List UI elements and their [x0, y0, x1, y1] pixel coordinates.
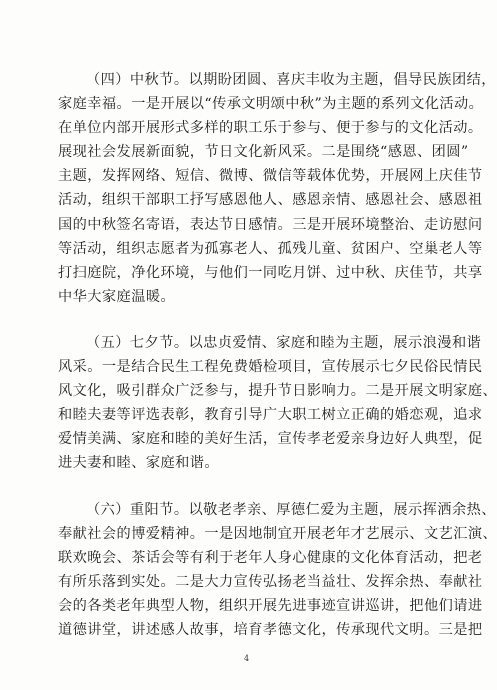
- text-line: 有所乐落到实处。二是大力宣传弘扬老当益壮、发挥余热、奉献社: [58, 574, 483, 591]
- text-line: 风采。一是结合民生工程免费婚检项目，宣传展示七夕民俗民情民: [58, 359, 483, 376]
- paragraph-mid-autumn: [58, 68, 496, 309]
- text-line: 中华大家庭温暖。: [58, 288, 176, 305]
- text-line: 等活动，组织志愿者为孤寡老人、孤残儿童、贫困户、空巢老人等: [58, 240, 483, 257]
- text-line: 进夫妻和睦、家庭和谐。: [58, 455, 220, 472]
- text-line: 主题，发挥网络、短信、微博、微信等载体优势，开展网上庆佳节: [58, 168, 483, 185]
- paragraph-qixi: [58, 331, 497, 476]
- text-line: 打扫庭院，净化环境，与他们一同吃月饼、过中秋、庆佳节，共享: [58, 264, 483, 281]
- text-line: （六）重阳节。以敬老孝亲、厚德仁爱为主题，展示挥洒余热、: [86, 502, 496, 518]
- page-number: 4: [243, 654, 250, 663]
- paragraph-double-ninth: [58, 498, 497, 643]
- text-line: 活动，组织干部职工抒写感恩他人、感恩亲情、感恩社会、感恩祖: [58, 192, 483, 209]
- text-line: 国的中秋签名寄语，表达节日感情。三是开展环境整治、走访慰问: [58, 216, 483, 233]
- text-line: 奉献社会的博爱精神。一是因地制宜开展老年才艺展示、文艺汇演、: [58, 526, 497, 543]
- text-line: 会的各类老年典型人物，组织开展先进事迹宣讲巡讲，把他们请进: [58, 598, 483, 615]
- text-line: 在单位内部开展形式多样的职工乐于参与、便于参与的文化活动。: [58, 120, 483, 137]
- text-line: 展现社会发展新面貌，节日文化新风采。二是围绕“感恩、团圆”: [58, 144, 469, 161]
- text-line: 风文化，吸引群众广泛参与，提升节日影响力。二是开展文明家庭、: [58, 383, 497, 400]
- text-line: （四）中秋节。以期盼团圆、喜庆丰收为主题，倡导民族团结，: [86, 72, 496, 88]
- text-line: 道德讲堂，讲述感人故事，培育孝德文化，传承现代文明。三是把: [58, 622, 483, 639]
- text-line: 爱情美满、家庭和睦的美好生活，宣传孝老爱亲身边好人典型，促: [58, 431, 483, 448]
- text-line: 家庭幸福。一是开展以“传承文明颂中秋”为主题的系列文化活动。: [58, 96, 484, 113]
- text-line: 联欢晚会、茶话会等有利于老年人身心健康的文化体育活动，把老: [58, 550, 483, 567]
- text-line: （五）七夕节。以忠贞爱情、家庭和睦为主题，展示浪漫和谐: [86, 335, 482, 351]
- text-line: 和睦夫妻等评选表彰，教育引导广大职工树立正确的婚恋观，追求: [58, 407, 483, 424]
